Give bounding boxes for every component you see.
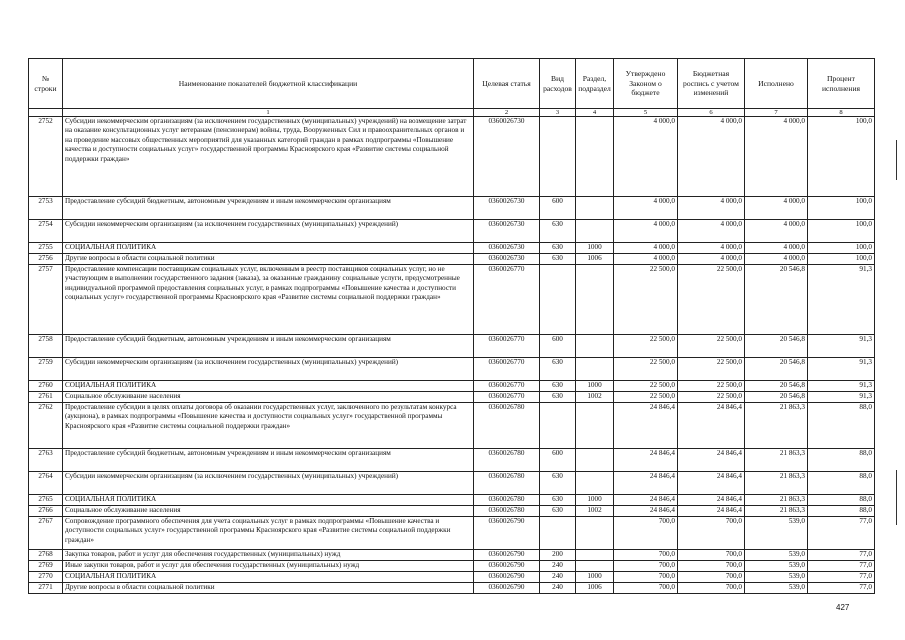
row-number: 2752 (29, 117, 63, 197)
row-section (576, 449, 614, 472)
table-row (29, 243, 875, 254)
budget-table (28, 58, 875, 594)
row-approved: 24 846,4 (614, 449, 678, 472)
row-approved: 24 846,4 (614, 472, 678, 495)
row-section: 1000 (576, 572, 614, 583)
row-percent: 91,3 (808, 381, 875, 392)
row-target-article: 0360026770 (474, 381, 540, 392)
table-row (29, 220, 875, 243)
row-name: СОЦИАЛЬНАЯ ПОЛИТИКА (63, 495, 474, 506)
row-approved: 24 846,4 (614, 506, 678, 517)
row-expense-type: 600 (540, 449, 576, 472)
row-percent: 91,3 (808, 392, 875, 403)
table-row (29, 358, 875, 381)
row-number: 2758 (29, 335, 63, 358)
row-approved: 700,0 (614, 550, 678, 561)
header-row-number: № строки (29, 59, 63, 109)
row-section (576, 335, 614, 358)
table-row (29, 254, 875, 265)
row-expense-type: 630 (540, 381, 576, 392)
row-budget-schedule: 4 000,0 (678, 117, 745, 197)
row-budget-schedule: 24 846,4 (678, 495, 745, 506)
row-approved: 22 500,0 (614, 381, 678, 392)
row-approved: 4 000,0 (614, 117, 678, 197)
table-row (29, 561, 875, 572)
row-expense-type: 600 (540, 335, 576, 358)
column-number: 8 (808, 109, 875, 117)
column-number: 4 (576, 109, 614, 117)
row-budget-schedule: 700,0 (678, 550, 745, 561)
row-section: 1000 (576, 381, 614, 392)
table-row (29, 517, 875, 550)
row-target-article: 0360026790 (474, 583, 540, 594)
row-executed: 4 000,0 (745, 254, 808, 265)
row-percent: 77,0 (808, 583, 875, 594)
row-name: Социальное обслуживание населения (63, 392, 474, 403)
row-budget-schedule: 4 000,0 (678, 254, 745, 265)
row-percent: 88,0 (808, 472, 875, 495)
table-row (29, 472, 875, 495)
row-number: 2754 (29, 220, 63, 243)
row-target-article: 0360026730 (474, 254, 540, 265)
row-target-article: 0360026770 (474, 392, 540, 403)
table-body (29, 117, 875, 594)
column-number-row (29, 109, 875, 117)
column-number: 7 (745, 109, 808, 117)
row-approved: 700,0 (614, 517, 678, 550)
row-target-article: 0360026780 (474, 495, 540, 506)
row-target-article: 0360026730 (474, 117, 540, 197)
row-budget-schedule: 24 846,4 (678, 403, 745, 449)
row-executed: 20 546,8 (745, 335, 808, 358)
row-approved: 4 000,0 (614, 254, 678, 265)
row-expense-type: 630 (540, 392, 576, 403)
row-budget-schedule: 22 500,0 (678, 358, 745, 381)
row-executed: 20 546,8 (745, 392, 808, 403)
row-number: 2770 (29, 572, 63, 583)
row-approved: 700,0 (614, 561, 678, 572)
row-percent: 100,0 (808, 254, 875, 265)
table-row (29, 506, 875, 517)
row-number: 2766 (29, 506, 63, 517)
row-approved: 4 000,0 (614, 243, 678, 254)
table-row (29, 495, 875, 506)
row-name: Субсидии некоммерческим организациям (за исключением государственных (муниципальных) учреждений) (63, 358, 474, 381)
row-approved: 22 500,0 (614, 358, 678, 381)
row-number: 2764 (29, 472, 63, 495)
row-percent: 91,3 (808, 335, 875, 358)
row-budget-schedule: 22 500,0 (678, 335, 745, 358)
row-approved: 700,0 (614, 583, 678, 594)
table-row (29, 197, 875, 220)
row-percent: 77,0 (808, 550, 875, 561)
row-expense-type: 630 (540, 254, 576, 265)
row-approved: 22 500,0 (614, 335, 678, 358)
row-number: 2767 (29, 517, 63, 550)
row-name: Закупка товаров, работ и услуг для обеспечения государственных (муниципальных) нужд (63, 550, 474, 561)
row-expense-type (540, 117, 576, 197)
column-number: 3 (540, 109, 576, 117)
row-target-article: 0360026730 (474, 197, 540, 220)
row-number: 2769 (29, 561, 63, 572)
row-expense-type (540, 517, 576, 550)
row-percent: 77,0 (808, 572, 875, 583)
row-name: Другие вопросы в области социальной политики (63, 583, 474, 594)
row-target-article: 0360026780 (474, 472, 540, 495)
row-section: 1000 (576, 495, 614, 506)
table-row (29, 449, 875, 472)
row-expense-type (540, 403, 576, 449)
row-percent: 77,0 (808, 517, 875, 550)
row-executed: 4 000,0 (745, 220, 808, 243)
header-section: Раздел, подраздел (576, 59, 614, 109)
row-percent: 88,0 (808, 403, 875, 449)
row-expense-type: 630 (540, 472, 576, 495)
row-executed: 539,0 (745, 583, 808, 594)
column-number: 6 (678, 109, 745, 117)
row-expense-type: 240 (540, 572, 576, 583)
table-row (29, 381, 875, 392)
row-percent: 91,3 (808, 265, 875, 335)
row-executed: 539,0 (745, 572, 808, 583)
row-number: 2765 (29, 495, 63, 506)
row-target-article: 0360026730 (474, 220, 540, 243)
row-budget-schedule: 700,0 (678, 561, 745, 572)
row-number: 2763 (29, 449, 63, 472)
column-number: 2 (474, 109, 540, 117)
row-target-article: 0360026780 (474, 403, 540, 449)
row-expense-type: 630 (540, 243, 576, 254)
row-target-article: 0360026790 (474, 572, 540, 583)
row-executed: 20 546,8 (745, 358, 808, 381)
row-name: Предоставление субсидий бюджетным, автономным учреждениям и иным некоммерческим организациям (63, 197, 474, 220)
row-executed: 21 863,3 (745, 472, 808, 495)
row-percent: 77,0 (808, 561, 875, 572)
row-approved: 24 846,4 (614, 495, 678, 506)
table-row (29, 403, 875, 449)
row-name: Предоставление субсидий бюджетным, автономным учреждениям и иным некоммерческим организациям (63, 335, 474, 358)
header-percent: Процент исполнения (808, 59, 875, 109)
row-expense-type: 600 (540, 197, 576, 220)
row-number: 2757 (29, 265, 63, 335)
row-target-article: 0360026770 (474, 358, 540, 381)
table-row (29, 117, 875, 197)
table-row (29, 265, 875, 335)
row-percent: 100,0 (808, 243, 875, 254)
margin-mark-top (896, 140, 897, 180)
row-executed: 539,0 (745, 517, 808, 550)
row-executed: 21 863,3 (745, 449, 808, 472)
row-expense-type: 630 (540, 495, 576, 506)
row-budget-schedule: 24 846,4 (678, 506, 745, 517)
header-budget-schedule: Бюджетная роспись с учетом изменений (678, 59, 745, 109)
row-number: 2771 (29, 583, 63, 594)
row-section: 1006 (576, 254, 614, 265)
row-budget-schedule: 4 000,0 (678, 243, 745, 254)
row-name: СОЦИАЛЬНАЯ ПОЛИТИКА (63, 243, 474, 254)
row-budget-schedule: 22 500,0 (678, 265, 745, 335)
row-name: СОЦИАЛЬНАЯ ПОЛИТИКА (63, 572, 474, 583)
table-row (29, 335, 875, 358)
row-percent: 88,0 (808, 449, 875, 472)
row-budget-schedule: 22 500,0 (678, 381, 745, 392)
row-target-article: 0360026790 (474, 561, 540, 572)
header-target-article: Целевая статья (474, 59, 540, 109)
row-percent: 91,3 (808, 358, 875, 381)
row-section (576, 358, 614, 381)
row-approved: 4 000,0 (614, 197, 678, 220)
row-number: 2762 (29, 403, 63, 449)
row-budget-schedule: 700,0 (678, 572, 745, 583)
row-budget-schedule: 4 000,0 (678, 197, 745, 220)
row-budget-schedule: 4 000,0 (678, 220, 745, 243)
row-name: Субсидии некоммерческим организациям (за исключением государственных (муниципальных) учреждений) на возмещение затрат на оказание консультационных услуг ветеранам (пенсионерам) войны, труда, Вооруженных Сил и правоохранительных органов и на проведение массовых общественных мероприятий для указанных категорий граждан в рамках подпрограммы «Повышение качества и доступности социальных услуг» государственной программы Красноярского края «Развитие системы социальной поддержки граждан» (63, 117, 474, 197)
row-name: Иные закупки товаров, работ и услуг для обеспечения государственных (муниципальных) нужд (63, 561, 474, 572)
row-expense-type (540, 265, 576, 335)
row-approved: 4 000,0 (614, 220, 678, 243)
row-executed: 21 863,3 (745, 403, 808, 449)
row-percent: 88,0 (808, 495, 875, 506)
table-header-row (29, 59, 875, 109)
row-section (576, 550, 614, 561)
row-target-article: 0360026790 (474, 517, 540, 550)
column-number: 5 (614, 109, 678, 117)
row-number: 2755 (29, 243, 63, 254)
row-name: Предоставление компенсации поставщикам социальных услуг, включенным в реестр поставщиков социальных услуг, но не участвующим в выполнении государственного задания (заказа), за оказанные гражданину социальные услуги, предусмотренные индивидуальной программой предоставления социальных услуг, в рамках подпрограммы «Повышение качества и доступности социальных услуг» государственной программы Красноярского края «Развитие системы социальной поддержки граждан» (63, 265, 474, 335)
row-target-article: 0360026770 (474, 335, 540, 358)
row-percent: 88,0 (808, 506, 875, 517)
row-number: 2756 (29, 254, 63, 265)
row-executed: 21 863,3 (745, 495, 808, 506)
row-approved: 24 846,4 (614, 403, 678, 449)
row-approved: 22 500,0 (614, 265, 678, 335)
row-budget-schedule: 24 846,4 (678, 472, 745, 495)
budget-report-sheet (28, 58, 874, 594)
row-approved: 22 500,0 (614, 392, 678, 403)
column-number (29, 109, 63, 117)
row-number: 2768 (29, 550, 63, 561)
row-section: 1000 (576, 243, 614, 254)
row-percent: 100,0 (808, 197, 875, 220)
row-name: СОЦИАЛЬНАЯ ПОЛИТИКА (63, 381, 474, 392)
row-percent: 100,0 (808, 117, 875, 197)
margin-mark-bottom (896, 470, 897, 525)
row-budget-schedule: 22 500,0 (678, 392, 745, 403)
header-name: Наименование показателей бюджетной классификации (63, 59, 474, 109)
column-number: 1 (63, 109, 474, 117)
row-executed: 4 000,0 (745, 197, 808, 220)
row-name: Субсидии некоммерческим организациям (за исключением государственных (муниципальных) учреждений) (63, 472, 474, 495)
row-executed: 20 546,8 (745, 381, 808, 392)
row-expense-type: 240 (540, 561, 576, 572)
row-target-article: 0360026780 (474, 449, 540, 472)
row-section (576, 265, 614, 335)
row-section: 1006 (576, 583, 614, 594)
row-number: 2760 (29, 381, 63, 392)
row-budget-schedule: 700,0 (678, 583, 745, 594)
row-executed: 4 000,0 (745, 117, 808, 197)
row-section (576, 561, 614, 572)
row-budget-schedule: 700,0 (678, 517, 745, 550)
row-expense-type: 630 (540, 220, 576, 243)
row-target-article: 0360026790 (474, 550, 540, 561)
row-target-article: 0360026770 (474, 265, 540, 335)
header-expense-type: Вид расходов (540, 59, 576, 109)
row-number: 2759 (29, 358, 63, 381)
row-section (576, 517, 614, 550)
row-budget-schedule: 24 846,4 (678, 449, 745, 472)
row-approved: 700,0 (614, 572, 678, 583)
row-expense-type: 630 (540, 506, 576, 517)
row-target-article: 0360026780 (474, 506, 540, 517)
row-executed: 4 000,0 (745, 243, 808, 254)
row-name: Социальное обслуживание населения (63, 506, 474, 517)
table-row (29, 550, 875, 561)
row-name: Предоставление субсидий бюджетным, автономным учреждениям и иным некоммерческим организациям (63, 449, 474, 472)
table-row (29, 392, 875, 403)
row-expense-type: 200 (540, 550, 576, 561)
row-expense-type: 630 (540, 358, 576, 381)
row-section: 1002 (576, 392, 614, 403)
row-section (576, 197, 614, 220)
row-number: 2761 (29, 392, 63, 403)
row-section (576, 220, 614, 243)
row-name: Сопровождение программного обеспечения для учета социальных услуг в рамках подпрограммы «Повышение качества и доступности социальных услуг» государственной программы Красноярского края «Развитие системы социальной поддержки граждан» (63, 517, 474, 550)
row-target-article: 0360026730 (474, 243, 540, 254)
row-percent: 100,0 (808, 220, 875, 243)
row-section: 1002 (576, 506, 614, 517)
row-executed: 539,0 (745, 561, 808, 572)
row-executed: 20 546,8 (745, 265, 808, 335)
header-approved: Утверждено Законом о бюджете (614, 59, 678, 109)
page-number: 427 (836, 603, 850, 612)
row-section (576, 472, 614, 495)
table-row (29, 572, 875, 583)
row-name: Предоставление субсидии в целях оплаты договора об оказании государственных услуг, заключенного по результатам конкурса (аукциона), в рамках подпрограммы «Повышение качества и доступности социальных услуг» государственной программы Красноярского края «Развитие системы социальной поддержки граждан» (63, 403, 474, 449)
row-executed: 539,0 (745, 550, 808, 561)
row-name: Другие вопросы в области социальной политики (63, 254, 474, 265)
row-expense-type: 240 (540, 583, 576, 594)
row-section (576, 117, 614, 197)
row-executed: 21 863,3 (745, 506, 808, 517)
table-row (29, 583, 875, 594)
header-executed: Исполнено (745, 59, 808, 109)
row-name: Субсидии некоммерческим организациям (за исключением государственных (муниципальных) учреждений) (63, 220, 474, 243)
row-section (576, 403, 614, 449)
row-number: 2753 (29, 197, 63, 220)
